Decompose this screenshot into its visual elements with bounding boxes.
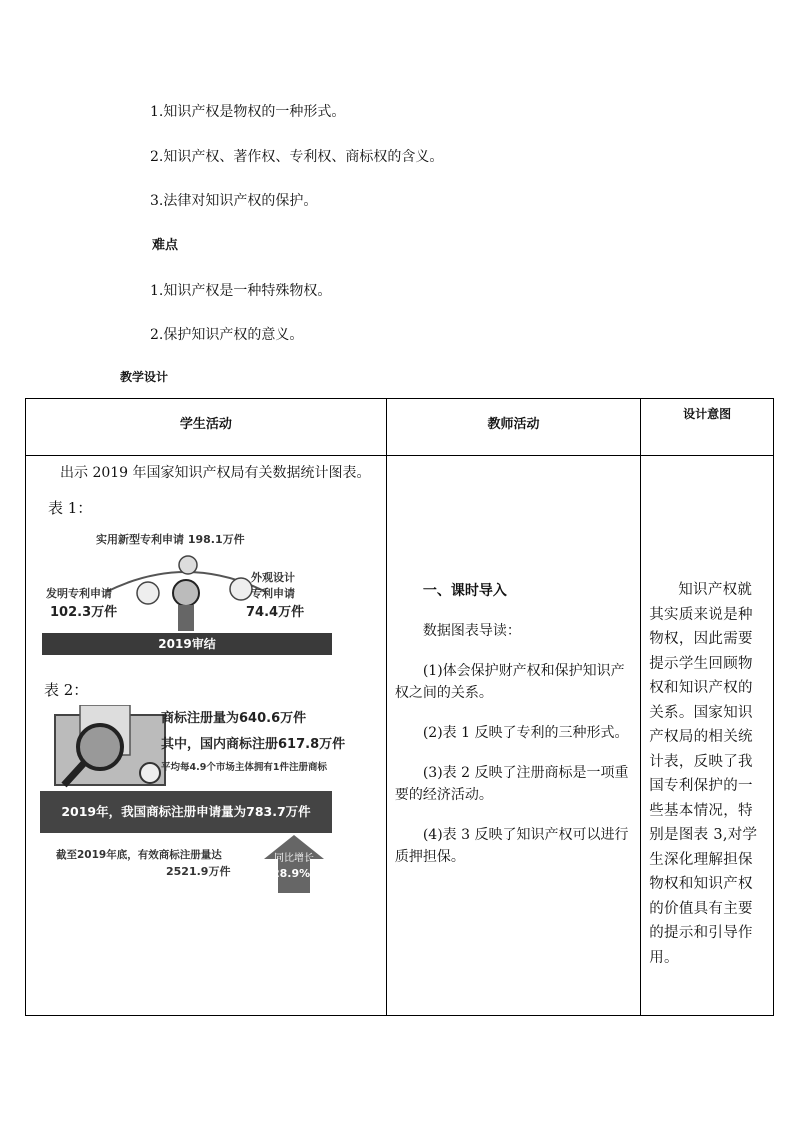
header-teacher: 教师活动	[386, 399, 640, 456]
section-heading: 教学设计	[120, 370, 169, 384]
figure2-domestic: 其中，国内商标注册617.8万件	[161, 737, 346, 752]
infographic	[36, 497, 346, 917]
teacher-intro: 数据图表导读：	[422, 623, 521, 639]
figure2-avg: 平均每4.9个市场主体拥有1件注册商标	[161, 762, 327, 773]
student-text: 出示 2019 年国家知识产权局有关数据统计图表。	[60, 465, 371, 481]
difficulty-item-2: 2.保护知识产权的意义。	[150, 327, 304, 343]
trademark-magnifier-icon	[50, 705, 170, 800]
figure2-banner: 2019年，我国商标注册申请量为783.7万件	[40, 791, 332, 833]
figure2-label: 表 2：	[44, 681, 89, 699]
growth-arrow-icon	[264, 835, 324, 893]
figure2-reg: 商标注册量为640.6万件	[161, 711, 307, 726]
teacher-heading: 一、课时导入	[422, 583, 507, 599]
figure2-total-a: 截至2019年底，有效商标注册量达	[56, 849, 222, 861]
difficulty-heading: 难点	[152, 238, 179, 253]
figure1-utility: 实用新型专利申请 198.1万件	[96, 533, 245, 546]
goal-item-3: 3.法律对知识产权的保护。	[150, 193, 318, 209]
design-text: 知识产权就其实质来说是种物权，因此需要提示学生回顾物权和知识产权的关系。国家知识产权局的相关统计表，反映了我国专利保护的一些基本情况，特别是图表 3,对学生深化理解担保物权和知识产权的价值具有主要的提示和引导作用。	[649, 582, 758, 966]
goal-item-2: 2.知识产权、著作权、专利权、商标权的含义。	[150, 149, 444, 165]
student-cell	[26, 456, 387, 1016]
figure1-design-b: 专利申请	[251, 587, 295, 600]
figure1-banner: 2019审结	[42, 633, 332, 655]
teacher-point-2: (2)表 1 反映了专利的三种形式。	[422, 725, 629, 741]
teacher-cell	[386, 456, 640, 1016]
figure1-invention-b: 102.3万件	[50, 605, 118, 620]
difficulty-item-1: 1.知识产权是一种特殊物权。	[150, 283, 332, 299]
figure1-design-a: 外观设计	[251, 571, 295, 584]
teaching-design-table	[25, 398, 774, 1016]
goal-item-1: 1.知识产权是物权的一种形式。	[150, 104, 346, 120]
figure1-invention-a: 发明专利申请	[46, 587, 112, 600]
teacher-point-3: (3)表 2 反映了注册商标是一项重要的经济活动。	[394, 765, 629, 803]
header-student: 学生活动	[26, 399, 387, 456]
figure2-total-b: 2521.9万件	[166, 865, 231, 878]
header-design: 设计意图	[641, 399, 774, 456]
figure2-growth-a: 同比增长	[274, 853, 314, 864]
teacher-point-1: (1)体会保护财产权和保护知识产权之间的关系。	[394, 663, 625, 701]
figure1-label: 表 1：	[48, 499, 93, 517]
teacher-point-4: (4)表 3 反映了知识产权可以进行质押担保。	[394, 827, 629, 865]
figure2-growth-b: 28.9%	[272, 867, 311, 880]
design-cell	[641, 456, 774, 1016]
figure1-design-c: 74.4万件	[246, 605, 305, 620]
